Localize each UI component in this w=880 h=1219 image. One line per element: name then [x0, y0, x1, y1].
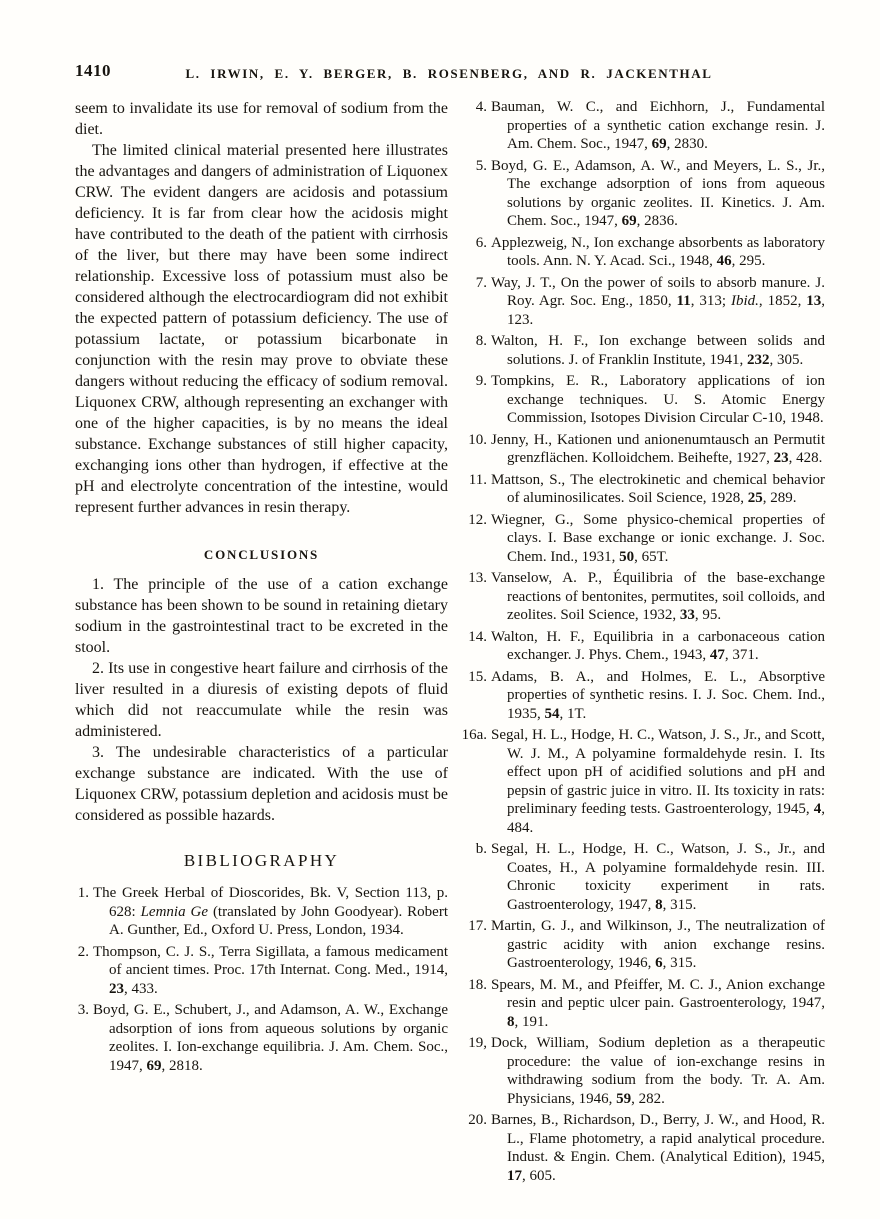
- reference-item: [461, 274, 825, 330]
- reference-number: 20.: [468, 1112, 487, 1128]
- reference-text: Segal, H. L., Hodge, H. C., Watson, J. S., Jr., and Coates, H., A polyamine formaldehyde resin. III. Chronic toxicity experiment in rats. Gastroenterology, 1947, 8, 315.: [491, 841, 825, 913]
- reference-text: Walton, H. F., Ion exchange between solids and solutions. J. of Franklin Institute, 1941, 232, 305.: [491, 333, 825, 368]
- two-column-layout: [75, 98, 825, 1188]
- reference-item: [75, 884, 448, 940]
- reference-item: [461, 726, 825, 837]
- reference-number: 16a.: [461, 727, 487, 743]
- reference-number: 17.: [468, 918, 487, 934]
- reference-number: 15.: [468, 668, 487, 685]
- reference-text: Wiegner, G., Some physico-chemical properties of clays. I. Base exchange or ionic exchange. J. Soc. Chem. Ind., 1931, 50, 65T.: [491, 511, 825, 565]
- reference-number: b.: [475, 841, 487, 857]
- reference-number: 14.: [468, 628, 487, 645]
- reference-item: [461, 840, 825, 914]
- reference-number: 11.: [468, 471, 487, 488]
- reference-item: [461, 1034, 825, 1108]
- page-header: [75, 0, 823, 88]
- reference-text: Bauman, W. C., and Eichhorn, J., Fundamental properties of a synthetic cation exchange resin. J. Am. Chem. Soc., 1947, 69, 2830.: [491, 99, 825, 152]
- reference-item: [461, 372, 825, 428]
- reference-text: Way, J. T., On the power of soils to absorb manure. J. Roy. Agr. Soc. Eng., 1850, 11, 313; Ibid., 1852, 13, 123.: [491, 274, 826, 328]
- reference-text: Jenny, H., Kationen und anionenumtausch an Permutit grenzflächen. Kolloidchem. Beihefte, 1927, 23, 428.: [491, 431, 825, 466]
- reference-item: [461, 234, 825, 271]
- reference-item: [75, 943, 448, 999]
- reference-number: 6.: [475, 234, 487, 251]
- reference-text: Adams, B. A., and Holmes, E. L., Absorptive properties of synthetic resins. I. J. Soc. Chem. Ind., 1935, 54, 1T.: [491, 668, 825, 722]
- reference-text: Applezweig, N., Ion exchange absorbents as laboratory tools. Ann. N. Y. Acad. Sci., 1948, 46, 295.: [491, 234, 825, 269]
- right-column: [461, 98, 825, 1188]
- conclusion-item: 1. The principle of the use of a cation exchange substance has been shown to be sound in retaining dietary sodium in the gastrointestinal tract to be excreted in the stool.: [75, 576, 448, 656]
- reference-text: Segal, H. L., Hodge, H. C., Watson, J. S., Jr., and Scott, W. J. M., A polyamine formaldehyde resin. I. Its effect upon pH of acidified solutions and pH and pepsin of gastric juice in vitro. II. Its toxicity in rats: preliminary feeding tests. Gastroenterology, 1945, 4, 484.: [491, 727, 825, 836]
- reference-text: Vanselow, A. P., Équilibria of the base-exchange reactions of bentonites, permutites, soil colloids, and zeolites. Soil Science, 1932, 33, 95.: [491, 570, 825, 623]
- reference-number: 12.: [468, 511, 487, 528]
- reference-text: Thompson, C. J. S., Terra Sigillata, a famous medicament of ancient times. Proc. 17th Internat. Cong. Med., 1914, 23, 433.: [93, 943, 448, 997]
- reference-item: [461, 628, 825, 665]
- reference-item: [75, 1001, 448, 1075]
- reference-item: [461, 1111, 825, 1185]
- reference-text: Mattson, S., The electrokinetic and chemical behavior of aluminosilicates. Soil Science, 1928, 25, 289.: [491, 471, 825, 506]
- bibliography-heading: BIBLIOGRAPHY: [183, 851, 340, 870]
- reference-number: 19,: [468, 1035, 487, 1051]
- reference-item: [461, 98, 825, 154]
- reference-number: 13.: [468, 570, 487, 586]
- left-column: [75, 98, 448, 1188]
- conclusions-heading: CONCLUSIONS: [203, 547, 320, 562]
- reference-item: [461, 511, 825, 567]
- reference-number: 9.: [475, 373, 487, 389]
- conclusion-item: 3. The undesirable characteristics of a particular exchange substance are indicated. With the use of Liquonex CRW, potassium depletion and acidosis must be considered as possible hazards.: [75, 744, 448, 824]
- reference-text: Barnes, B., Richardson, D., Berry, J. W., and Hood, R. L., Flame photometry, a rapid analytical procedure. Indust. & Engin. Chem. (Analytical Edition), 1945, 17, 605.: [491, 1112, 825, 1184]
- reference-number: 4.: [475, 99, 487, 115]
- reference-item: [461, 569, 825, 625]
- reference-item: [461, 976, 825, 1032]
- reference-item: [461, 332, 825, 369]
- reference-number: 1.: [77, 885, 89, 901]
- reference-item: [461, 431, 825, 468]
- reference-number: 10.: [468, 431, 487, 448]
- reference-text: Tompkins, E. R., Laboratory applications of ion exchange techniques. U. S. Atomic Energy Commission, Isotopes Division Circular C-10, 1948.: [491, 373, 825, 426]
- reference-text: Boyd, G. E., Schubert, J., and Adamson, A. W., Exchange adsorption of ions from aqueous solutions by organic zeolites. I. Ion-exchange equilibria. J. Am. Chem. Soc., 1947, 69, 2818.: [93, 1002, 448, 1074]
- reference-item: [461, 917, 825, 973]
- reference-text: The Greek Herbal of Dioscorides, Bk. V, Section 113, p. 628: Lemnia Ge (translated by John Goodyear). Robert A. Gunther, Ed., Oxford U. Press, London, 1934.: [93, 885, 448, 938]
- reference-text: Spears, M. M., and Pfeiffer, M. C. J., Anion exchange resin and peptic ulcer pain. Gastroenterology, 1947, 8, 191.: [491, 976, 825, 1030]
- reference-item: [461, 471, 825, 508]
- reference-text: Boyd, G. E., Adamson, A. W., and Meyers, L. S., Jr., The exchange adsorption of ions from aqueous solutions by organic zeolites. II. Kinetics. J. Am. Chem. Soc., 1947, 69, 2836.: [491, 157, 825, 229]
- reference-number: 2.: [77, 943, 89, 960]
- reference-item: [461, 157, 825, 231]
- reference-number: 5.: [475, 157, 487, 174]
- reference-number: 18.: [468, 976, 487, 993]
- page-number: 1410: [75, 61, 111, 80]
- reference-text: Walton, H. F., Equilibria in a carbonaceous cation exchanger. J. Phys. Chem., 1943, 47, 371.: [491, 628, 825, 663]
- reference-item: [461, 668, 825, 724]
- running-title: L. IRWIN, E. Y. BERGER, B. ROSENBERG, AND R. JACKENTHAL: [185, 66, 713, 81]
- reference-number: 7.: [475, 274, 487, 291]
- reference-number: 8.: [475, 333, 487, 349]
- body-paragraph: The limited clinical material presented here illustrates the advantages and dangers of administration of Liquonex CRW. The evident dangers are acidosis and potassium deficiency. It is far from clear how the acidosis might have contributed to the death of the patient with cirrhosis of the liver, but there may have been some indirect relationship. Excessive loss of potassium must also be considered although the electrocardiogram did not exhibit the expected pattern of potassium deficiency. The use of potassium lactate, or potassium bicarbonate in conjunction with the resin may prove to obviate these dangers without reducing the efficacy of sodium removal. Liquonex CRW, although representing an exchanger with one of the higher capacities, is by no means the ideal substance. Exchange substances of still higher capacity, exchanging ions other than hydrogen, if effective at the pH and electrolyte concentration of the intestine, would represent further advances in resin therapy.: [75, 142, 448, 516]
- body-paragraph: seem to invalidate its use for removal of sodium from the diet.: [75, 100, 448, 138]
- reference-text: Martin, G. J., and Wilkinson, J., The neutralization of gastric acidity with anion exchange resins. Gastroenterology, 1946, 6, 315.: [491, 918, 825, 971]
- reference-number: 3.: [77, 1002, 89, 1018]
- reference-text: Dock, William, Sodium depletion as a therapeutic procedure: the value of ion-exchange resins in withdrawing sodium from the body. Tr. A. Am. Physicians, 1946, 59, 282.: [491, 1035, 825, 1107]
- conclusion-item: 2. Its use in congestive heart failure and cirrhosis of the liver resulted in a diuresis of existing depots of fluid which did not reaccumulate while the resin was administered.: [75, 660, 448, 740]
